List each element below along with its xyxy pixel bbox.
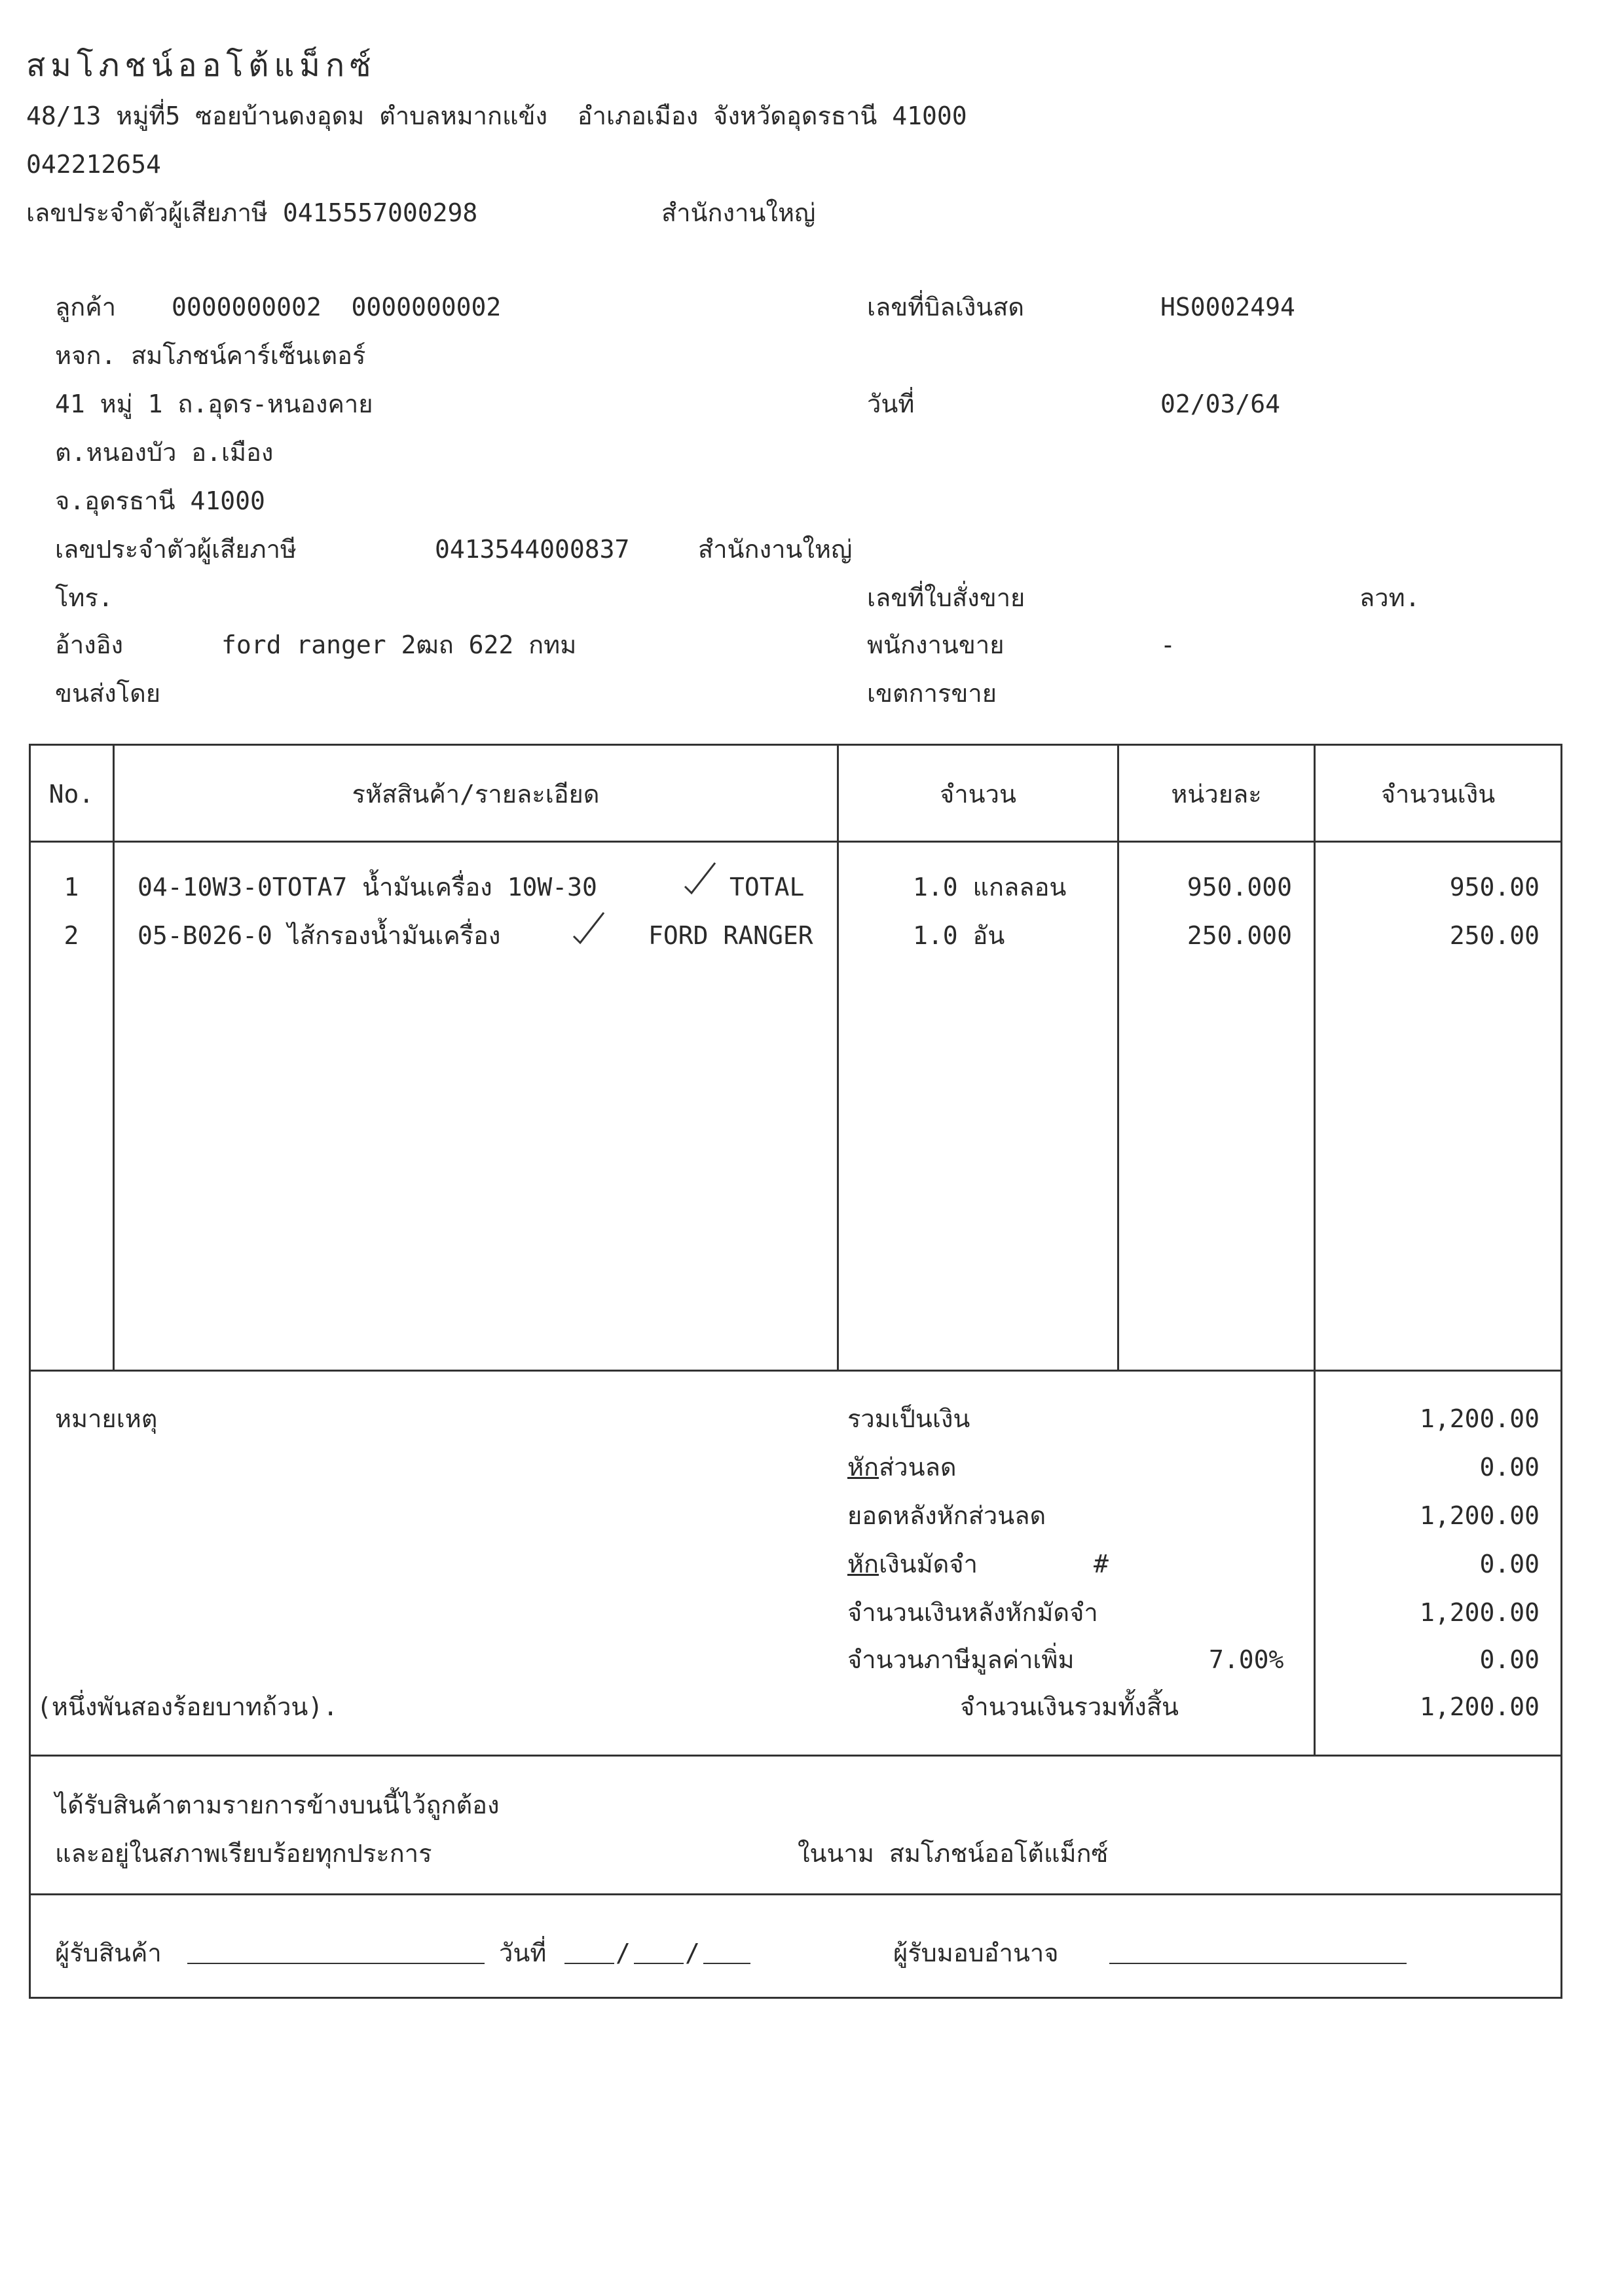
received-statement-1: ได้รับสินค้าตามรายการข้างบนนี้ไว้ถูกต้อง: [55, 1791, 500, 1819]
table-header-divider: [29, 841, 1562, 843]
table-row-description: 04-10W3-0TOTA7 น้ำมันเครื่อง 10W-30: [138, 873, 597, 902]
customer-branch: สำนักงานใหญ่: [698, 535, 853, 564]
summary-value-after-discount: 1,200.00: [1419, 1501, 1540, 1530]
check-mark-icon: [570, 907, 609, 947]
items-bottom-border: [29, 1370, 1562, 1372]
summary-value-deposit: 0.00: [1479, 1550, 1540, 1578]
authorized-signature-line: [1109, 1963, 1407, 1964]
bill-date: 02/03/64: [1160, 390, 1281, 418]
header-quantity: จำนวน: [940, 780, 1016, 809]
table-row-quantity: 1.0 แกลลอน: [913, 873, 1067, 902]
summary-value-grand-total: 1,200.00: [1419, 1692, 1540, 1721]
company-tax-id: เลขประจำตัวผู้เสียภาษี 0415557000298: [26, 198, 478, 227]
salesperson-label: พนักงานขาย: [867, 630, 1005, 659]
company-branch: สำนักงานใหญ่: [661, 198, 816, 227]
discount-suffix: ส่วนลด: [879, 1453, 957, 1482]
sales-order-label: เลขที่ใบสั่งขาย: [867, 583, 1025, 612]
header-amount: จำนวนเงิน: [1380, 780, 1496, 809]
header-description: รหัสสินค้า/รายละเอียด: [352, 780, 600, 809]
signature-bottom-border: [29, 1997, 1562, 1999]
on-behalf-of: ในนาม สมโภชน์ออโต้แม็กซ์: [798, 1839, 1109, 1868]
amount-in-words: (หนึ่งพันสองร้อยบาทถ้วน).: [37, 1692, 339, 1721]
table-row-extra: FORD RANGER: [648, 921, 813, 950]
summary-value-subtotal: 1,200.00: [1419, 1404, 1540, 1433]
table-row-no: 2: [64, 921, 79, 950]
summary-label-subtotal: รวมเป็นเงิน: [847, 1404, 970, 1433]
summary-value-after-deposit: 1,200.00: [1419, 1598, 1540, 1627]
summary-bottom-border: [29, 1755, 1562, 1757]
table-row-extra: TOTAL: [729, 873, 805, 902]
bill-date-label: วันที่: [867, 390, 915, 418]
customer-address-1: 41 หมู่ 1 ถ.อุดร-หนองคาย: [55, 390, 373, 418]
summary-label-after-discount: ยอดหลังหักส่วนลด: [847, 1501, 1046, 1530]
table-row-no: 1: [64, 873, 79, 902]
receive-date-label: วันที่: [499, 1939, 547, 1967]
summary-label-discount: [847, 1452, 957, 1482]
company-name: สมโภชน์ออโต้แม็กซ์: [26, 47, 377, 84]
company-address: 48/13 หมู่ที่5 ซอยบ้านดงอุดม ตำบลหมากแข้ง อำเภอเมือง จังหวัดอุดรธานี 41000: [26, 101, 967, 130]
customer-label: ลูกค้า: [55, 293, 117, 321]
authorized-label: ผู้รับมอบอำนาจ: [893, 1939, 1059, 1967]
received-statement-2: และอยู่ในสภาพเรียบร้อยทุกประการ: [55, 1839, 432, 1868]
customer-address-3: จ.อุดรธานี 41000: [55, 486, 265, 515]
summary-label-vat: จำนวนภาษีมูลค่าเพิ่ม: [847, 1645, 1075, 1674]
col-divider-3: [1117, 744, 1119, 1371]
customer-codes: 0000000002 0000000002: [172, 293, 502, 321]
table-row-unit-price: 250.000: [1187, 921, 1292, 950]
bill-no-label: เลขที่บิลเงินสด: [867, 293, 1025, 321]
table-row-amount: 250.00: [1449, 921, 1540, 950]
table-row-quantity: 1.0 อัน: [913, 921, 1005, 950]
remark-label: หมายเหตุ: [55, 1404, 158, 1433]
customer-name: หจก. สมโภชน์คาร์เซ็นเตอร์: [55, 341, 366, 370]
customer-tax-label: เลขประจำตัวผู้เสียภาษี: [55, 535, 297, 564]
date-year-line: [703, 1963, 750, 1964]
header-unit-price: หน่วยละ: [1171, 780, 1262, 809]
summary-label-grand-total: จำนวนเงินรวมทั้งสิ้น: [960, 1692, 1179, 1721]
customer-address-2: ต.หนองบัว อ.เมือง: [55, 438, 274, 467]
signature-divider: [29, 1893, 1562, 1895]
header-no: No.: [48, 780, 94, 809]
reference-label: อ้างอิง: [55, 630, 124, 659]
table-top-border: [29, 744, 1562, 746]
summary-value-discount: 0.00: [1479, 1453, 1540, 1482]
check-mark-icon: [681, 858, 720, 897]
deduct-prefix: หัก: [847, 1453, 879, 1482]
table-row-description: 05-B026-0 ไส้กรองน้ำมันเครื่อง: [138, 921, 501, 950]
date-separator: /: [616, 1939, 631, 1967]
summary-label-deposit: [847, 1549, 978, 1579]
deposit-mark: #: [1094, 1550, 1109, 1578]
shipping-label: ขนส่งโดย: [55, 679, 161, 708]
col-divider-2: [837, 744, 839, 1371]
bill-no: HS0002494: [1160, 293, 1295, 321]
col-divider-1: [113, 744, 115, 1371]
reference-value: ford ranger 2ฒถ 622 กทม: [221, 630, 577, 659]
table-row-unit-price: 950.000: [1187, 873, 1292, 902]
vat-rate: 7.00%: [1209, 1645, 1284, 1674]
receiver-label: ผู้รับสินค้า: [55, 1939, 162, 1967]
date-day-line: [564, 1963, 614, 1964]
phone-label: โทร.: [55, 583, 113, 612]
table-row-amount: 950.00: [1449, 873, 1540, 902]
sales-order-right: ลวท.: [1359, 583, 1420, 612]
table-right-border: [1560, 744, 1562, 1999]
summary-value-vat: 0.00: [1479, 1645, 1540, 1674]
date-separator: /: [685, 1939, 700, 1967]
receiver-signature-line: [187, 1963, 485, 1964]
deduct-prefix: หัก: [847, 1550, 879, 1578]
sales-area-label: เขตการขาย: [867, 679, 997, 708]
customer-tax-id: 0413544000837: [435, 535, 630, 564]
company-phone: 042212654: [26, 150, 161, 179]
summary-label-after-deposit: จำนวนเงินหลังหักมัดจำ: [847, 1598, 1098, 1627]
date-month-line: [634, 1963, 684, 1964]
salesperson-value: -: [1160, 630, 1175, 659]
deposit-suffix: เงินมัดจำ: [879, 1550, 978, 1578]
